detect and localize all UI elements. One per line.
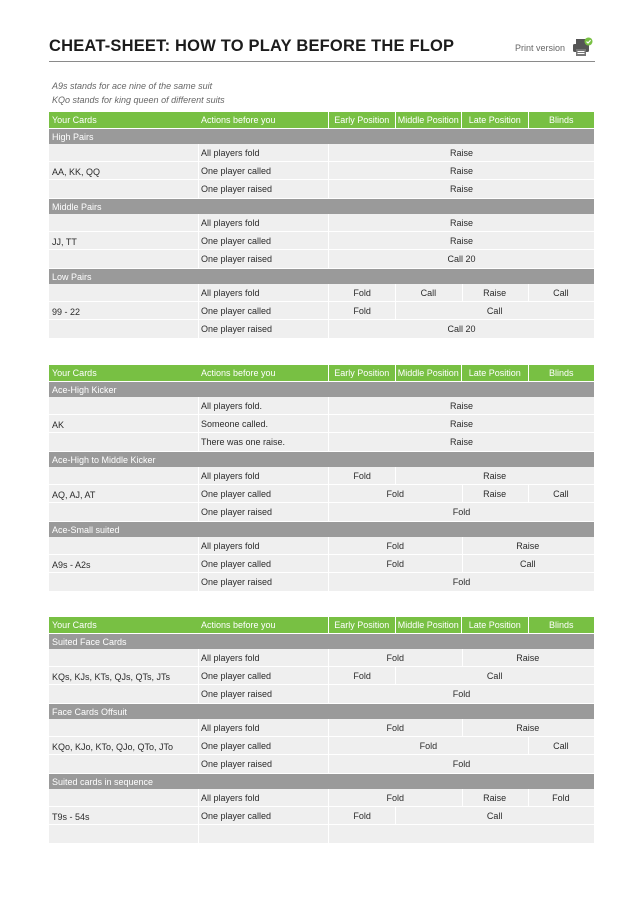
col-middle-position: Middle Position bbox=[395, 112, 462, 128]
table-row bbox=[49, 503, 594, 521]
action-label: One player raised bbox=[201, 324, 273, 334]
group-body bbox=[49, 284, 594, 338]
action-label: All players fold bbox=[201, 471, 260, 481]
col-early-position: Early Position bbox=[328, 365, 395, 381]
action-label: All players fold. bbox=[201, 401, 263, 411]
decision-cell: Fold bbox=[353, 288, 371, 298]
col-late-position: Late Position bbox=[461, 112, 528, 128]
hand-cards: A9s - A2s bbox=[52, 559, 91, 570]
hand-cards: AK bbox=[52, 419, 65, 430]
page-title: CHEAT-SHEET: HOW TO PLAY BEFORE THE FLOP bbox=[49, 37, 455, 55]
col-middle-position: Middle Position bbox=[395, 617, 462, 633]
table-row bbox=[49, 737, 594, 755]
action-label: All players fold bbox=[201, 218, 260, 228]
cell-divider bbox=[528, 284, 529, 302]
decision-cell: Fold bbox=[353, 306, 371, 316]
cheat-table-aces bbox=[49, 365, 594, 591]
cell-divider bbox=[395, 807, 396, 825]
hand-cards: AA, KK, QQ bbox=[52, 166, 101, 177]
col-actions-before-you: Actions before you bbox=[201, 368, 276, 378]
group-body bbox=[49, 467, 594, 521]
action-label: One player called bbox=[201, 741, 272, 751]
note-suited: A9s stands for ace nine of the same suit bbox=[52, 81, 213, 91]
decision-cell: Raise bbox=[449, 437, 473, 447]
action-label: All players fold bbox=[201, 653, 260, 663]
decision-cell: Raise bbox=[449, 166, 473, 176]
group-body bbox=[49, 214, 594, 268]
col-blinds: Blinds bbox=[528, 365, 595, 381]
hand-cards: T9s - 54s bbox=[52, 811, 90, 822]
decision-cell: Fold bbox=[353, 471, 371, 481]
decision-cell: Call bbox=[486, 671, 503, 681]
action-label: One player raised bbox=[201, 759, 273, 769]
decision-cell: Fold bbox=[452, 759, 471, 769]
decision-cell: Call 20 bbox=[447, 324, 476, 334]
decision-cell: Call bbox=[486, 306, 503, 316]
decision-cell: Call bbox=[486, 811, 503, 821]
action-label: All players fold bbox=[201, 723, 260, 733]
decision-cell: Raise bbox=[449, 419, 473, 429]
cell-divider bbox=[462, 789, 463, 807]
table-row bbox=[49, 755, 594, 773]
group-body bbox=[49, 537, 594, 591]
decision-cell: Fold bbox=[419, 741, 438, 751]
table-row bbox=[49, 649, 594, 667]
table-row bbox=[49, 433, 594, 451]
cell-divider bbox=[528, 737, 529, 755]
action-label: One player raised bbox=[201, 507, 273, 517]
col-blinds: Blinds bbox=[528, 112, 595, 128]
action-label: One player called bbox=[201, 166, 272, 176]
action-label: All players fold bbox=[201, 793, 260, 803]
cell-divider bbox=[462, 284, 463, 302]
cell-divider bbox=[462, 485, 463, 503]
decision-cell: Raise bbox=[516, 653, 540, 663]
decision-cell: Raise bbox=[449, 218, 473, 228]
decision-cell: Fold bbox=[386, 541, 404, 551]
action-label: One player called bbox=[201, 811, 272, 821]
decision-cell: Raise bbox=[483, 489, 507, 499]
action-label: One player called bbox=[201, 236, 272, 246]
action-label: One player called bbox=[201, 489, 272, 499]
table-row bbox=[49, 214, 594, 232]
action-label: One player called bbox=[201, 559, 272, 569]
table-row bbox=[49, 320, 594, 338]
decision-cell: Raise bbox=[516, 541, 540, 551]
group-body bbox=[49, 789, 594, 843]
group-title: Face Cards Offsuit bbox=[49, 703, 594, 719]
col-early-position: Early Position bbox=[328, 112, 395, 128]
decision-cell: Fold bbox=[386, 559, 404, 569]
cell-divider bbox=[395, 467, 396, 485]
action-label: All players fold bbox=[201, 148, 260, 158]
cell-divider bbox=[528, 485, 529, 503]
cell-divider bbox=[395, 302, 396, 320]
decision-cell: Call 20 bbox=[447, 254, 476, 264]
cell-divider bbox=[462, 537, 463, 555]
table-row bbox=[49, 415, 594, 433]
col-middle-position: Middle Position bbox=[395, 365, 462, 381]
table-row bbox=[49, 232, 594, 250]
table-row bbox=[49, 825, 594, 843]
group-title: Middle Pairs bbox=[49, 198, 594, 214]
table-row bbox=[49, 467, 594, 485]
col-late-position: Late Position bbox=[461, 365, 528, 381]
table-row bbox=[49, 573, 594, 591]
table-row bbox=[49, 144, 594, 162]
note-offsuit: KQo stands for king queen of different suits bbox=[52, 95, 225, 105]
action-label: All players fold bbox=[201, 541, 260, 551]
col-your-cards: Your Cards bbox=[52, 368, 97, 378]
table-row bbox=[49, 719, 594, 737]
decision-cell: Fold bbox=[386, 489, 404, 499]
group-body bbox=[49, 144, 594, 198]
action-label: One player raised bbox=[201, 184, 273, 194]
hand-cards: KQs, KJs, KTs, QJs, QTs, JTs bbox=[52, 671, 171, 682]
group-body bbox=[49, 649, 594, 703]
group-title: Low Pairs bbox=[49, 268, 594, 284]
cell-divider bbox=[395, 284, 396, 302]
page-header bbox=[49, 34, 595, 62]
group-title: High Pairs bbox=[49, 128, 594, 144]
table-row bbox=[49, 807, 594, 825]
decision-cell: Call bbox=[519, 559, 536, 569]
table-row bbox=[49, 397, 594, 415]
table-row bbox=[49, 789, 594, 807]
hand-cards: KQo, KJo, KTo, QJo, QTo, JTo bbox=[52, 741, 174, 752]
action-label: There was one raise. bbox=[201, 437, 286, 447]
group-title: Suited Face Cards bbox=[49, 633, 594, 649]
decision-cell: Raise bbox=[516, 723, 540, 733]
action-label: One player raised bbox=[201, 577, 273, 587]
cell-divider bbox=[462, 649, 463, 667]
decision-cell: Raise bbox=[483, 288, 507, 298]
cell-divider bbox=[462, 555, 463, 573]
cell-divider bbox=[395, 667, 396, 685]
col-blinds: Blinds bbox=[528, 617, 595, 633]
col-your-cards: Your Cards bbox=[52, 115, 97, 125]
group-body bbox=[49, 397, 594, 451]
hand-cards: 99 - 22 bbox=[52, 306, 81, 317]
action-label: One player raised bbox=[201, 254, 273, 264]
table-row bbox=[49, 162, 594, 180]
decision-cell: Raise bbox=[449, 236, 473, 246]
table-row bbox=[49, 537, 594, 555]
cheat-table-pairs bbox=[49, 112, 594, 338]
decision-cell: Call bbox=[420, 288, 437, 298]
table-header-row bbox=[49, 365, 594, 381]
group-body bbox=[49, 719, 594, 773]
decision-cell: Raise bbox=[483, 793, 507, 803]
decision-cell: Call bbox=[553, 288, 569, 298]
decision-cell: Call bbox=[553, 741, 569, 751]
action-label: One player called bbox=[201, 671, 272, 681]
table-row bbox=[49, 485, 594, 503]
col-actions-before-you: Actions before you bbox=[201, 620, 276, 630]
printer-icon[interactable] bbox=[571, 37, 593, 57]
decision-cell: Call bbox=[553, 489, 569, 499]
action-label: One player called bbox=[201, 306, 272, 316]
table-row bbox=[49, 667, 594, 685]
col-early-position: Early Position bbox=[328, 617, 395, 633]
table-header-row bbox=[49, 112, 594, 128]
col-actions-before-you: Actions before you bbox=[201, 115, 276, 125]
decision-cell: Fold bbox=[452, 577, 471, 587]
hand-cards: JJ, TT bbox=[52, 236, 77, 247]
cell-divider bbox=[462, 719, 463, 737]
decision-cell: Raise bbox=[449, 184, 473, 194]
decision-cell: Raise bbox=[483, 471, 507, 481]
action-label: All players fold bbox=[201, 288, 260, 298]
decision-cell: Raise bbox=[449, 401, 473, 411]
cell-divider bbox=[528, 789, 529, 807]
decision-cell: Fold bbox=[452, 507, 471, 517]
col-your-cards: Your Cards bbox=[52, 620, 97, 630]
group-title: Ace-Small suited bbox=[49, 521, 594, 537]
abbreviation-notes bbox=[52, 79, 225, 107]
decision-cell: Fold bbox=[386, 653, 404, 663]
decision-cell: Fold bbox=[552, 793, 570, 803]
table-header-row bbox=[49, 617, 594, 633]
decision-cell: Fold bbox=[353, 671, 371, 681]
decision-cell: Fold bbox=[452, 689, 471, 699]
col-late-position: Late Position bbox=[461, 617, 528, 633]
action-label: One player raised bbox=[201, 689, 273, 699]
group-title: Ace-High to Middle Kicker bbox=[49, 451, 594, 467]
decision-cell: Raise bbox=[449, 148, 473, 158]
cheat-table-face-cards bbox=[49, 617, 594, 843]
table-row bbox=[49, 180, 594, 198]
action-label: Someone called. bbox=[201, 419, 269, 429]
table-row bbox=[49, 250, 594, 268]
table-row bbox=[49, 555, 594, 573]
decision-cell: Fold bbox=[353, 811, 371, 821]
print-version-link[interactable]: Print version bbox=[514, 43, 565, 53]
group-title: Ace-High Kicker bbox=[49, 381, 594, 397]
table-row bbox=[49, 284, 594, 302]
table-row bbox=[49, 685, 594, 703]
decision-cell: Fold bbox=[386, 793, 404, 803]
group-title: Suited cards in sequence bbox=[49, 773, 594, 789]
hand-cards: AQ, AJ, AT bbox=[52, 489, 96, 500]
table-row bbox=[49, 302, 594, 320]
decision-cell: Fold bbox=[386, 723, 404, 733]
